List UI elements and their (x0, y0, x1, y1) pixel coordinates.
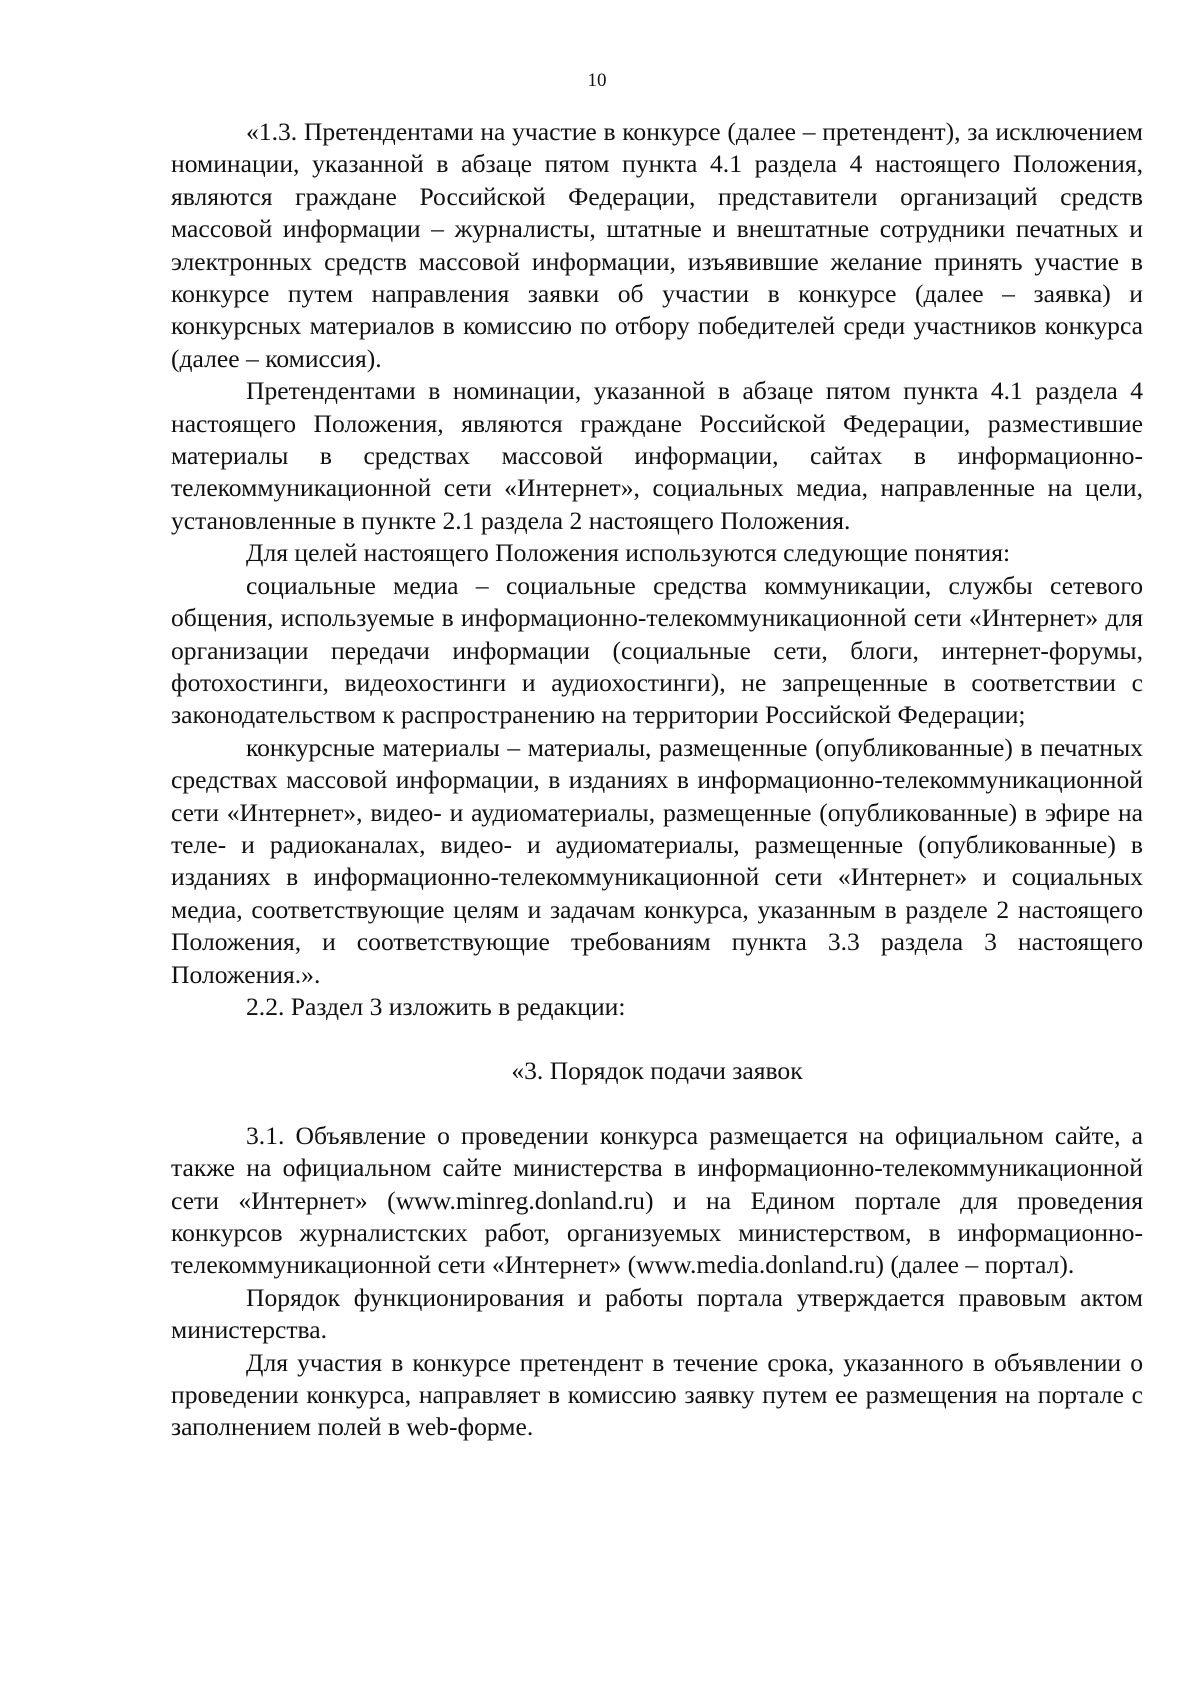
paragraph-nomination-participants: Претендентами в номинации, указанной в абзаце пятом пункта 4.1 раздела 4 настоящего Положения, являются граждане Российской Федерации, разместившие материалы в средствах массовой информации, сайтах в информационно-телекоммуникационной сети «Интернет», социальных медиа, направленные на цели, установленные в пункте 2.1 раздела 2 настоящего Положения. (171, 376, 1143, 535)
paragraph-social-media-definition: социальные медиа – социальные средства коммуникации, службы сетевого общения, используемые в информационно-телекоммуникационной сети «Интернет» для организации передачи информации (социальные сети, блоги, интернет-форумы, фотохостинги, видеохостинги и аудиохостинги), не запрещенные в соответствии с законодательством к распространению на территории Российской Федерации; (171, 570, 1143, 730)
page-number: 10 (587, 70, 607, 91)
paragraph-definitions-intro: Для целей настоящего Положения используются следующие понятия: (246, 538, 1011, 568)
paragraph-3-1: 3.1. Объявление о проведении конкурса размещается на официальном сайте, а также на официальном сайте министерства в информационно-телекоммуникационной сети «Интернет» (www.minreg.donland.ru) и на Едином портале для проведения конкурсов журналистских работ, организуемых министерством, в информационно-телекоммуникационной сети «Интернет» (www.media.donland.ru) (далее – портал). (171, 1120, 1143, 1280)
paragraph-portal-operation: Порядок функционирования и работы портала утверждается правовым актом министерства. (171, 1282, 1143, 1345)
paragraph-application-submission: Для участия в конкурсе претендент в течение срока, указанного в объявлении о проведении конкурса, направляет в комиссию заявку путем ее размещения на портале с заполнением полей в web-форме. (171, 1347, 1143, 1442)
paragraph-2-2: 2.2. Раздел 3 изложить в редакции: (246, 991, 626, 1021)
document-body (171, 116, 1143, 1444)
paragraph-1-3: «1.3. Претендентами на участие в конкурсе (далее – претендент), за исключением номинации, указанной в абзаце пятом пункта 4.1 раздела 4 настоящего Положения, являются граждане Российской Федерации, представители организаций средств массовой информации – журналисты, штатные и внештатные сотрудники печатных и электронных средств массовой информации, изъявившие желание принять участие в конкурсе путем направления заявки об участии в конкурсе (далее – заявка) и конкурсных материалов в комиссию по отбору победителей среди участников конкурса (далее – комиссия). (171, 117, 1143, 373)
paragraph-contest-materials-definition: конкурсные материалы – материалы, размещенные (опубликованные) в печатных средствах массовой информации, в изданиях в информационно-телекоммуникационной сети «Интернет», видео- и аудиоматериалы, размещенные (опубликованные) в эфире на теле- и радиоканалах, видео- и аудиоматериалы, размещенные (опубликованные) в изданиях в информационно-телекоммуникационной сети «Интернет» и социальных медиа, соответствующие целям и задачам конкурса, указанным в разделе 2 настоящего Положения, и соответствующие требованиям пункта 3.3 раздела 3 настоящего Положения.». (171, 732, 1143, 989)
section-heading: «3. Порядок подачи заявок (511, 1056, 803, 1086)
